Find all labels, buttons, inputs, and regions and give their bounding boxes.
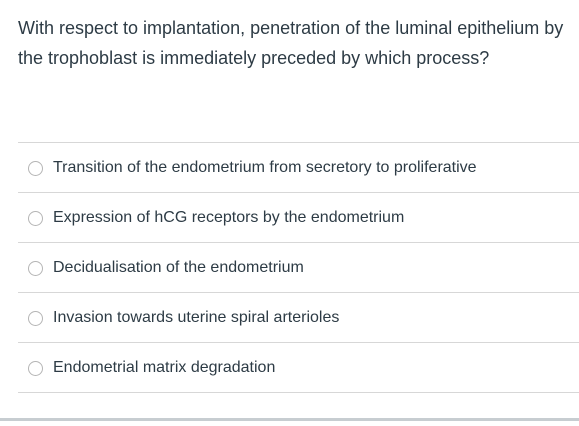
answer-label: Decidualisation of the endometrium [53,258,304,276]
answer-option-3[interactable] [18,243,579,293]
question-bottom-divider [0,418,579,421]
answer-option-4[interactable] [18,293,579,343]
answer-option-5[interactable] [18,343,579,393]
radio-button-icon[interactable] [28,211,43,226]
radio-button-icon[interactable] [28,361,43,376]
answer-label: Expression of hCG receptors by the endometrium [53,208,405,226]
question-text: With respect to implantation, penetration of the luminal epithelium by the trophoblast is immediately preceded by which process? [18,18,564,68]
radio-button-icon[interactable] [28,311,43,326]
answer-label: Invasion towards uterine spiral arterioles [53,308,340,326]
answer-label: Endometrial matrix degradation [53,358,276,376]
radio-button-icon[interactable] [28,161,43,176]
answer-list [18,142,579,393]
answer-option-2[interactable] [18,193,579,243]
answer-label: Transition of the endometrium from secretory to proliferative [53,158,477,176]
radio-button-icon[interactable] [28,261,43,276]
answer-option-1[interactable] [18,143,579,193]
